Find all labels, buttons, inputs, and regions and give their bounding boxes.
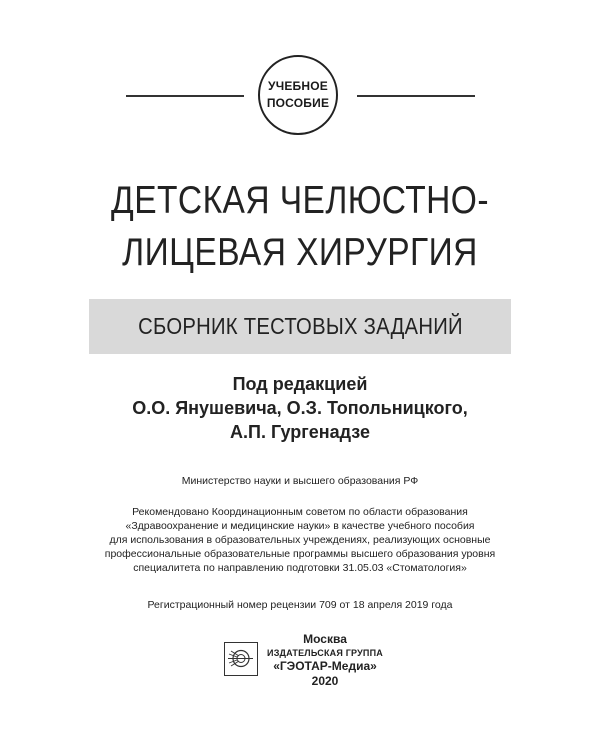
recommendation-line: «Здравоохранение и медицинские науки» в качестве учебного пособия (125, 520, 475, 532)
recommendation-line: специалитета по направлению подготовки 31.05.03 «Стоматология» (133, 562, 467, 574)
editors-line-2: О.О. Янушевича, О.З. Топольницкого, (132, 398, 468, 418)
subtitle-band (89, 299, 511, 354)
recommendation-text (30, 505, 570, 575)
book-title (40, 175, 560, 279)
recommendation-line: для использования в образовательных учреждениях, реализующих основные (109, 534, 491, 546)
geotar-logo-icon (224, 642, 258, 676)
badge-row (0, 55, 600, 139)
book-title-line-2: ЛИЦЕВАЯ ХИРУРГИЯ (122, 231, 478, 274)
recommendation-line: профессиональные образовательные программы высшего образования уровня (104, 548, 496, 560)
publisher-name: «ГЭОТАР-Медиа» (273, 659, 377, 673)
recommendation-line: Рекомендовано Координационным советом по области образования (132, 506, 468, 518)
editors-block (40, 372, 560, 444)
textbook-badge (258, 55, 338, 135)
ministry-text: Министерство науки и высшего образования РФ (181, 475, 419, 487)
badge-line-2: ПОСОБИЕ (266, 96, 330, 110)
editors-line-3: А.П. Гургенадзе (230, 422, 370, 442)
badge-divider-right (357, 95, 475, 97)
publisher-block (224, 632, 394, 692)
publication-year: 2020 (311, 674, 339, 688)
publisher-city: Москва (303, 632, 347, 646)
badge-divider-left (126, 95, 244, 97)
publisher-text (260, 632, 390, 689)
editors-line-1: Под редакцией (232, 374, 368, 394)
registration-text: Регистрационный номер рецензии 709 от 18 апреля 2019 года (147, 599, 453, 611)
book-title-line-1: ДЕТСКАЯ ЧЕЛЮСТНО- (111, 179, 489, 222)
badge-line-1: УЧЕБНОЕ (268, 79, 328, 93)
book-subtitle: СБОРНИК ТЕСТОВЫХ ЗАДАНИЙ (137, 313, 463, 339)
publisher-group: ИЗДАТЕЛЬСКАЯ ГРУППА (267, 648, 383, 658)
